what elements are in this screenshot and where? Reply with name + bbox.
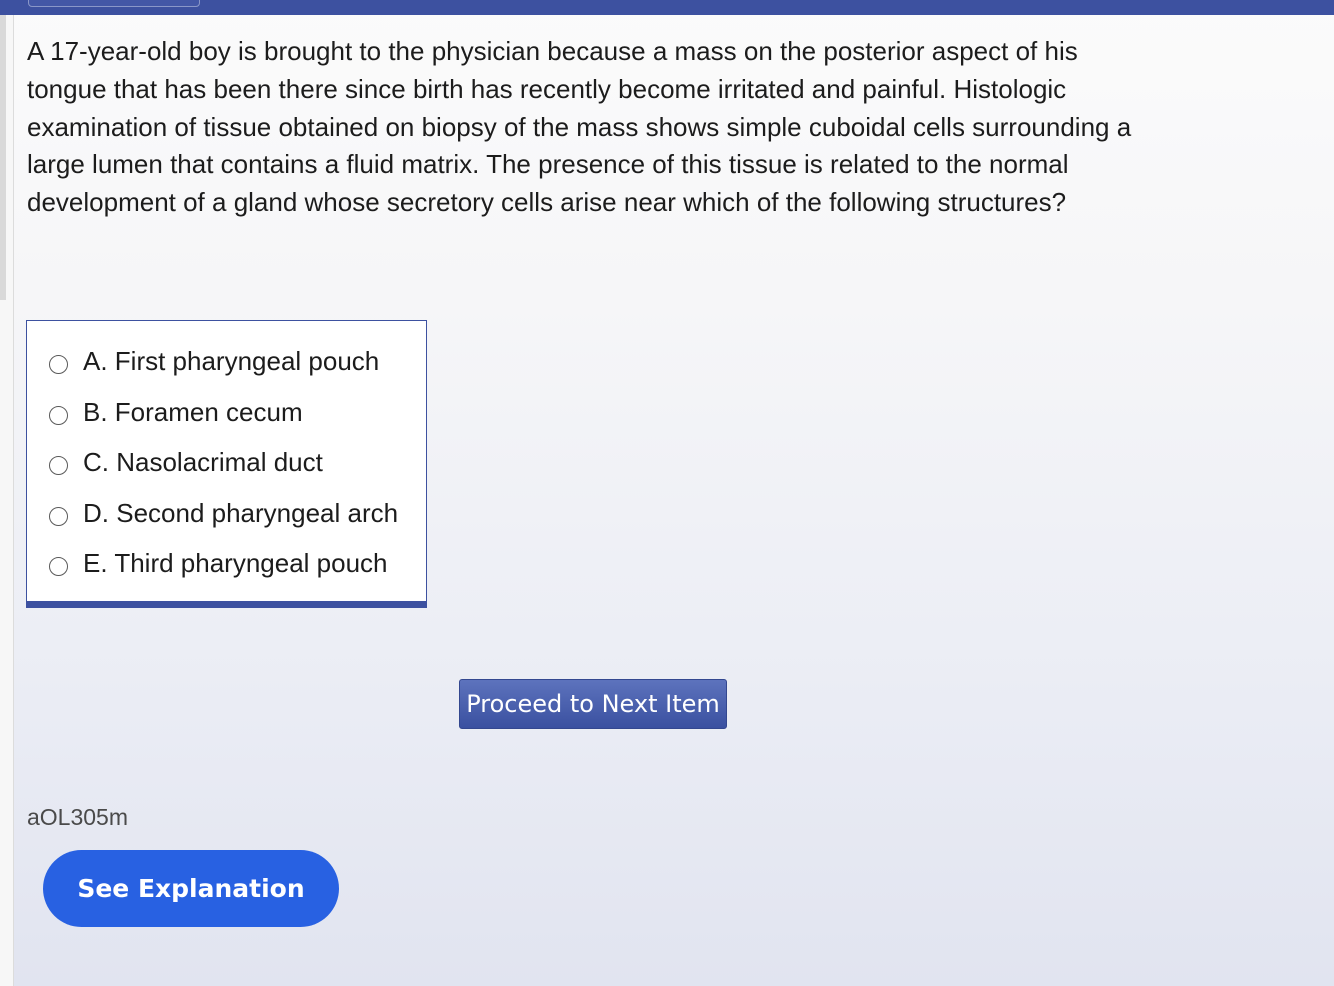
answer-choice-e[interactable] xyxy=(49,545,388,581)
answer-choice-label: C. Nasolacrimal duct xyxy=(83,446,323,477)
left-scroll-rail[interactable] xyxy=(0,15,14,986)
answer-choice-label: D. Second pharyngeal arch xyxy=(83,497,399,528)
answer-choice-label: E. Third pharyngeal pouch xyxy=(83,547,388,578)
answer-choice-d[interactable] xyxy=(49,495,398,531)
radio-icon[interactable] xyxy=(49,406,68,425)
question-stem: A 17-year-old boy is brought to the physician because a mass on the posterior aspect of his tongue that has been there since birth has recently become irritated and painful. Histologic examination of tissue obtained on biopsy of the mass shows simple cuboidal cells surrounding a large lumen that contains a fluid matrix. The presence of this tissue is related to the normal development of a gland whose secretory cells arise near which of the following structures? xyxy=(27,36,1132,218)
answer-choice-c[interactable] xyxy=(49,444,323,480)
radio-icon[interactable] xyxy=(49,355,68,374)
top-header-bar xyxy=(0,0,1334,15)
scrollbar-thumb[interactable] xyxy=(0,15,6,300)
question-id-label: aOL305m xyxy=(27,804,129,830)
answer-choices-panel xyxy=(26,320,427,608)
answer-choice-label: B. Foramen cecum xyxy=(83,396,303,427)
proceed-to-next-item-button[interactable]: Proceed to Next Item xyxy=(459,679,727,729)
see-explanation-button[interactable]: See Explanation xyxy=(43,850,339,927)
answer-choice-label: A. First pharyngeal pouch xyxy=(83,345,380,376)
radio-icon[interactable] xyxy=(49,507,68,526)
radio-icon[interactable] xyxy=(49,557,68,576)
radio-icon[interactable] xyxy=(49,456,68,475)
answer-choice-b[interactable] xyxy=(49,394,303,430)
answer-choice-a[interactable] xyxy=(49,343,379,379)
block-tab[interactable] xyxy=(28,0,200,7)
